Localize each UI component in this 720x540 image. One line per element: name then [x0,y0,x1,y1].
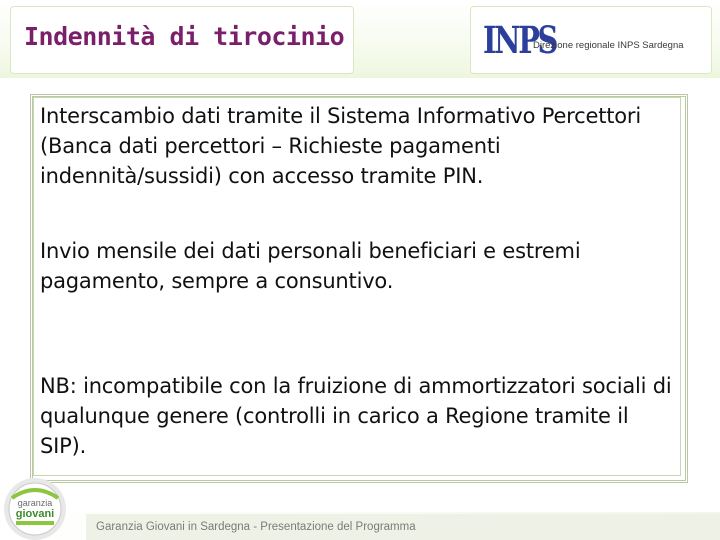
slide-title: Indennità di tirocinio [24,22,345,51]
logo-text-garanzia: garanzia [17,498,53,508]
inps-region-label: Direzione regionale INPS Sardegna [533,40,684,51]
logo-text-giovani: giovani [15,508,55,520]
paragraph-data-exchange: Interscambio dati tramite il Sistema Informativo Percettori (Banca dati percettori – Richieste pagamenti indennità/sussidi) con accesso tramite PIN. [40,104,642,188]
paragraph-monthly-submission: Invio mensile dei dati personali beneficiari e estremi pagamento, sempre a consuntivo. [40,239,581,293]
logo-bar [16,521,54,525]
paragraph-nb-incompatibility: NB: incompatibile con la fruizione di ammortizzatori sociali di qualunque genere (controlli in carico a Regione tramite il SIP). [40,374,672,458]
footer-text: Garanzia Giovani in Sardegna - Presentazione del Programma [96,521,416,533]
inps-logo: INPS [483,18,557,62]
garanzia-giovani-logo [2,476,68,540]
